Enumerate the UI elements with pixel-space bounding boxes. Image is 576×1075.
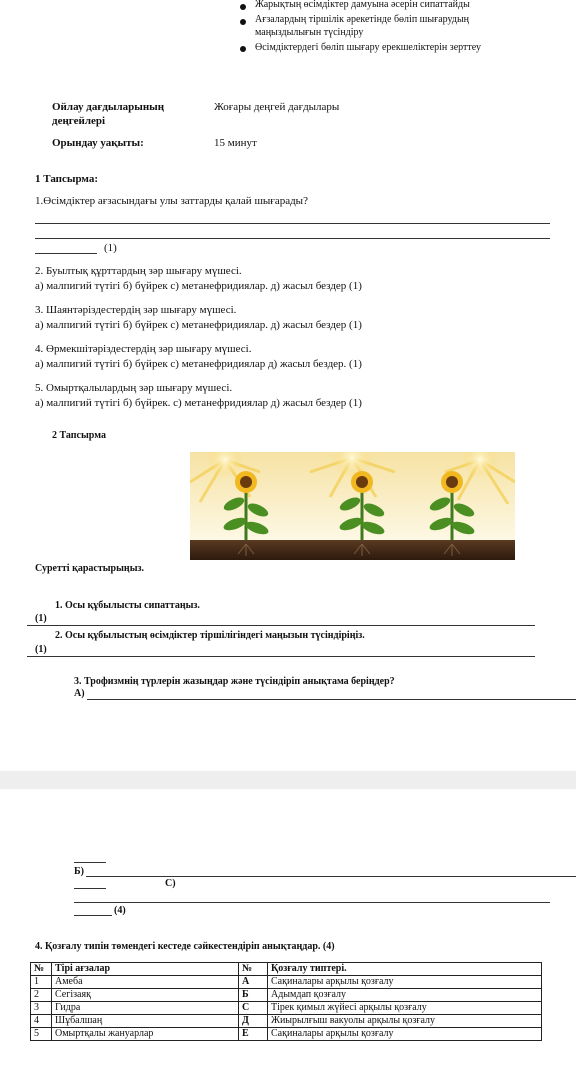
header-organisms: Тірі ағзалар	[52, 963, 239, 976]
answer-line	[27, 625, 535, 626]
movement-type: Тірек қимыл жүйесі арқылы қозғалу	[268, 1002, 542, 1015]
task1-question-3: 3. Шаянтәріздестердің зәр шығару мүшесі.	[35, 304, 237, 316]
level-value: Жоғары деңгей дағдылары	[214, 101, 340, 113]
task2-b-label: Б)	[74, 866, 84, 877]
answer-line	[87, 699, 576, 700]
objective-2: Ағзалардың тіршілік әрекетінде бөліп шығарудың	[255, 14, 470, 25]
header-letter: №	[239, 963, 268, 976]
header-movement-types: Қозғалу типтері.	[268, 963, 542, 976]
objective-2-cont: маңыздылығын түсіндіру	[255, 27, 364, 38]
organism: Шұбалшаң	[52, 1015, 239, 1028]
task1-question-4: 4. Өрмекшітәріздестердің зәр шығару мүшесі.	[35, 343, 252, 355]
row-letter: Б	[239, 989, 268, 1002]
bullet-dot	[240, 46, 246, 52]
task2-question-2: 2. Осы құбылыстың өсімдіктер тіршілігіндегі маңызын түсіндіріңіз.	[55, 630, 365, 641]
answer-line	[35, 223, 550, 224]
bullet-dot	[240, 4, 246, 10]
task2-heading: 2 Тапсырма	[52, 430, 106, 441]
table-row	[31, 1028, 542, 1041]
task1-options-5: а) малпигий түтігі б) бүйрек. с) метанефридиялар д) жасыл бездер (1)	[35, 397, 362, 409]
task2-c-label: С)	[165, 878, 176, 889]
task2-q2-score: (1)	[35, 644, 47, 655]
table-row	[31, 1002, 542, 1015]
answer-line	[74, 862, 106, 863]
objective-3: Өсімдіктердегі бөліп шығару ерекшеліктерін зерттеу	[255, 42, 481, 53]
table-row	[31, 976, 542, 989]
organism: Амеба	[52, 976, 239, 989]
row-letter: Д	[239, 1015, 268, 1028]
table-header	[31, 963, 542, 976]
level-label-cont: деңгейлері	[52, 115, 106, 127]
time-value: 15 минут	[214, 137, 257, 149]
movement-type: Жиырылғыш вакуолы арқылы қозғалу	[268, 1015, 542, 1028]
organism: Гидра	[52, 1002, 239, 1015]
row-number: 1	[31, 976, 52, 989]
row-number: 5	[31, 1028, 52, 1041]
task2-q3-a-label: А)	[74, 688, 85, 699]
task4-heading: 4. Қозғалу типін төмендегі кестеде сәйкестендіріп анықтаңдар. (4)	[35, 941, 335, 952]
task1-options-3: а) малпигий түтігі б) бүйрек с) метанефридиялар. д) жасыл бездер (1)	[35, 319, 362, 331]
time-label: Орындау уақыты:	[52, 137, 144, 149]
answer-line	[74, 888, 106, 889]
row-number: 2	[31, 989, 52, 1002]
task2-caption: Суретті қарастырыңыз.	[35, 563, 145, 574]
task1-question-5: 5. Омыртқалылардың зәр шығару мүшесі.	[35, 382, 233, 394]
row-number: 3	[31, 1002, 52, 1015]
answer-line	[27, 656, 535, 657]
movement-type: Сақиналары арқылы қозғалу	[268, 1028, 542, 1041]
soil	[190, 540, 515, 560]
header-number: №	[31, 963, 52, 976]
objective-1: Жарықтың өсімдіктер дамуына әсерін сипаттайды	[255, 0, 470, 10]
movement-type: Адымдап қозғалу	[268, 989, 542, 1002]
task1-options-2: а) малпигий түтігі б) бүйрек с) метанефридиялар. д) жасыл бездер (1)	[35, 280, 362, 292]
task2-question-3: 3. Трофизмнің түрлерін жазыңдар және түсіндіріп анықтама беріңдер?	[74, 676, 395, 687]
task1-options-4: а) малпигий түтігі б) бүйрек с) метанефридиялар д) жасыл бездер. (1)	[35, 358, 362, 370]
sunflowers-image	[190, 452, 515, 560]
task1-q1-score: (1)	[104, 242, 117, 254]
bullet-dot	[240, 19, 246, 25]
answer-line	[86, 876, 576, 877]
task1-question-2: 2. Буылтық құрттардың зәр шығару мүшесі.	[35, 265, 242, 277]
row-letter: С	[239, 1002, 268, 1015]
task2-question-1: 1. Осы құбылысты сипаттаңыз.	[55, 600, 200, 611]
row-letter: Е	[239, 1028, 268, 1041]
task2-q1-score: (1)	[35, 613, 47, 624]
task1-question-1: 1.Өсімдіктер ағзасындағы улы заттарды қалай шығарады?	[35, 195, 308, 207]
table-row	[31, 1015, 542, 1028]
table-row	[31, 989, 542, 1002]
answer-line	[74, 902, 550, 903]
task2-score: (4)	[114, 905, 126, 916]
matching-table	[30, 962, 542, 1041]
page-break	[0, 771, 576, 789]
movement-type: Сақиналары арқылы қозғалу	[268, 976, 542, 989]
task1-heading: 1 Тапсырма:	[35, 173, 99, 185]
organism: Омыртқалы жануарлар	[52, 1028, 239, 1041]
level-label: Ойлау дағдыларының	[52, 101, 165, 113]
answer-line	[35, 238, 550, 239]
answer-line	[35, 253, 97, 254]
organism: Сегізаяқ	[52, 989, 239, 1002]
row-letter: А	[239, 976, 268, 989]
row-number: 4	[31, 1015, 52, 1028]
answer-line	[74, 915, 112, 916]
